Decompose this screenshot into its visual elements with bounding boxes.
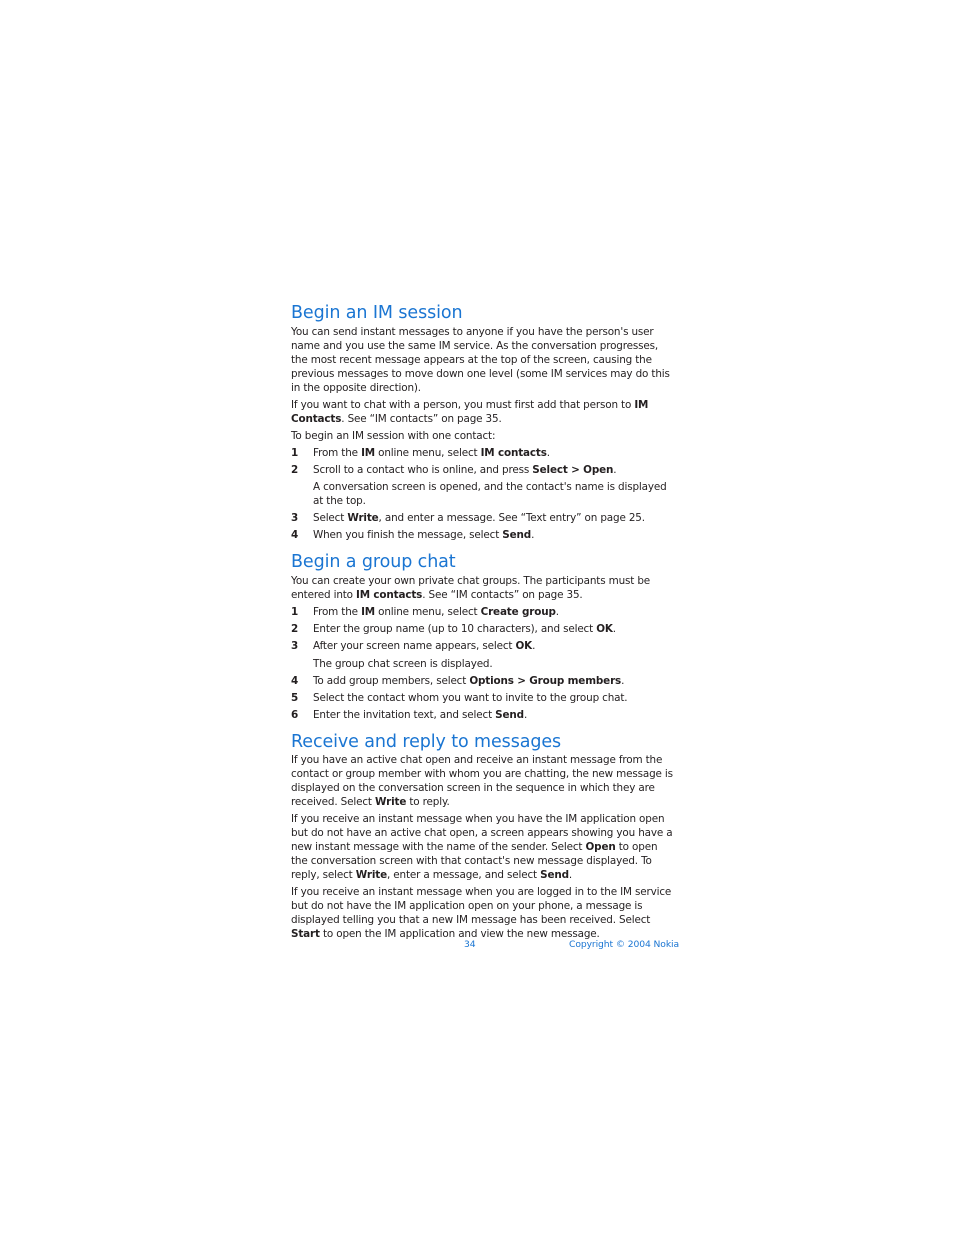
- step-item: [291, 511, 673, 525]
- step-number: 5: [291, 692, 299, 704]
- step-number: 4: [291, 529, 299, 541]
- step-text: From the IM online menu, select IM contacts.: [313, 447, 550, 459]
- step-item: [291, 674, 673, 688]
- paragraph: You can send instant messages to anyone if you have the person's user name and you use the same IM service. As the conversation progresses, the most recent message appears at the top of the screen, causing the previous messages to move down one level (some IM services may do this in the opposite direction).: [291, 326, 670, 394]
- step-item: [291, 708, 673, 722]
- step-note: A conversation screen is opened, and the contact's name is displayed at the top.: [313, 481, 667, 507]
- step-item: [291, 463, 673, 477]
- step-number: 2: [291, 464, 299, 476]
- page-number: 34: [464, 939, 476, 950]
- page-content: [291, 302, 673, 944]
- step-text: To add group members, select Options > Group members.: [313, 675, 625, 687]
- step-number: 1: [291, 447, 299, 459]
- step-item: [291, 691, 673, 705]
- step-note: The group chat screen is displayed.: [313, 658, 493, 670]
- step-text: Scroll to a contact who is online, and press Select > Open.: [313, 464, 617, 476]
- step-item: [291, 622, 673, 636]
- step-text: Select Write, and enter a message. See “Text entry” on page 25.: [313, 512, 645, 524]
- step-text: Enter the group name (up to 10 characters), and select OK.: [313, 623, 616, 635]
- paragraph: If you receive an instant message when you are logged in to the IM service but do not have the IM application open on your phone, a message is displayed telling you that a new IM message has been received. Select Start to open the IM application and view the new message.: [291, 886, 672, 940]
- step-text: Enter the invitation text, and select Send.: [313, 709, 528, 721]
- paragraph: You can create your own private chat groups. The participants must be entered into IM contacts. See “IM contacts” on page 35.: [291, 575, 651, 601]
- step-number: 3: [291, 512, 299, 524]
- section-heading-receive-reply: Receive and reply to messages: [291, 732, 562, 752]
- step-text: When you finish the message, select Send.: [313, 529, 535, 541]
- step-text: Select the contact whom you want to invite to the group chat.: [313, 692, 628, 704]
- step-number: 3: [291, 640, 299, 652]
- paragraph: To begin an IM session with one contact:: [291, 430, 496, 442]
- step-number: 1: [291, 606, 299, 618]
- paragraph: If you receive an instant message when you have the IM application open but do not have an active chat open, a screen appears showing you have a new instant message with the name of the sender. Select Open to open the conversation screen with that contact's new message displayed. To reply, select Write, enter a message, and select Send.: [291, 813, 673, 881]
- section-heading-begin-im-session: Begin an IM session: [291, 303, 463, 323]
- step-text: After your screen name appears, select OK.: [313, 640, 536, 652]
- copyright-notice: Copyright © 2004 Nokia: [569, 939, 680, 950]
- step-number: 4: [291, 675, 299, 687]
- step-number: 6: [291, 709, 299, 721]
- step-text: From the IM online menu, select Create group.: [313, 606, 559, 618]
- step-item: [291, 446, 673, 460]
- step-item: [291, 639, 673, 653]
- step-number: 2: [291, 623, 299, 635]
- paragraph: If you have an active chat open and receive an instant message from the contact or group member with whom you are chatting, the new message is displayed on the conversation screen in the sequence in which they are received. Select Write to reply.: [291, 754, 673, 808]
- step-item: [291, 605, 673, 619]
- paragraph: If you want to chat with a person, you must first add that person to IM Contacts. See “IM contacts” on page 35.: [291, 399, 649, 425]
- section-heading-begin-group-chat: Begin a group chat: [291, 552, 456, 572]
- step-item: [291, 528, 673, 542]
